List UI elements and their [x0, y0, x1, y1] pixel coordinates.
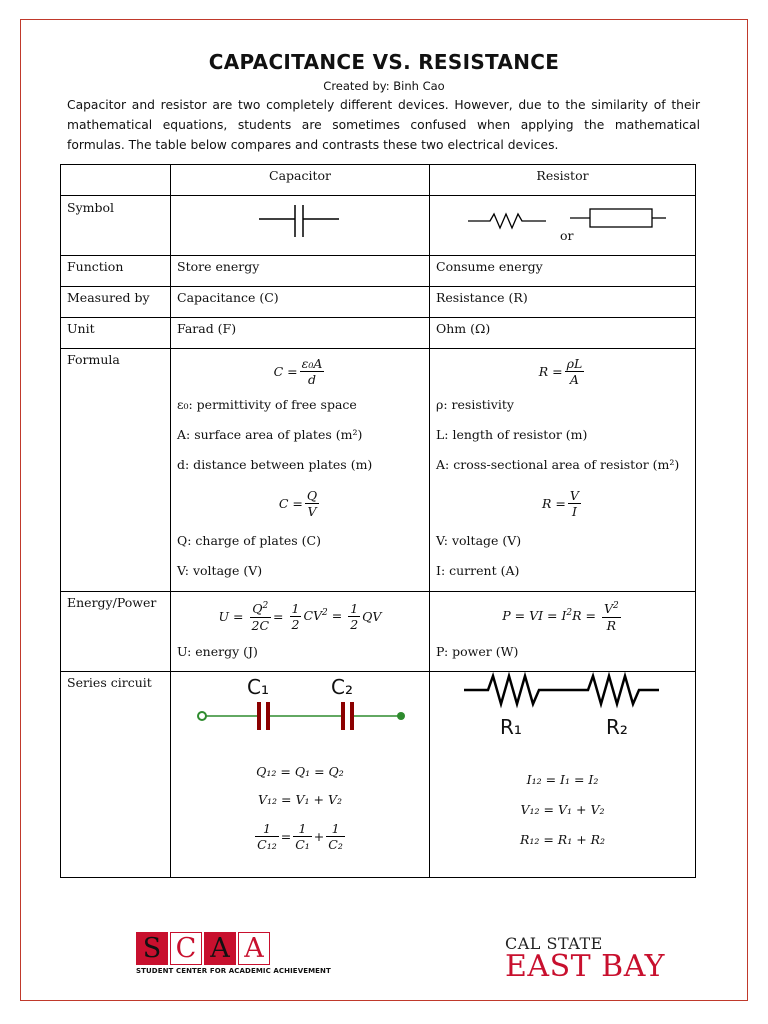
- scaa-letter-a2: A: [238, 932, 270, 965]
- capacitor-def-voltage: V: voltage (V): [177, 563, 263, 578]
- res-series-eq1: I₁₂ = I₁ = I₂: [526, 771, 599, 787]
- symbol-or: or: [560, 228, 574, 243]
- cap-series-eq3: $\frac{1}{\text{C₁₂}}$ = $\frac{1}{\text{C₁}}$ + $\frac{1}{\text{C₂}}$: [257, 820, 343, 852]
- function-capacitor: Store energy: [171, 256, 430, 287]
- csueb-top-text: CAL STATE: [505, 934, 603, 953]
- energy-label: Energy/Power: [61, 592, 171, 672]
- comparison-table: [60, 164, 696, 878]
- capacitor-energy-eq: U = $\frac{Q^2}{2C}$ = $\frac{1}{2}$ $CV^2$ = $\frac{1}{2}$ QV: [218, 600, 382, 633]
- page-title: CAPACITANCE VS. RESISTANCE: [208, 50, 560, 74]
- capacitor-symbol-cell: [171, 196, 430, 256]
- series-resistor: [430, 672, 696, 878]
- capacitor-def-charge: Q: charge of plates (C): [177, 533, 321, 548]
- c2-label: C₂: [331, 675, 353, 699]
- r1-label: R₁: [500, 715, 522, 739]
- resistor-eq1: R = $\frac{\rho L}{A}$: [538, 355, 583, 387]
- resistor-def-resistivity: ρ: resistivity: [436, 397, 514, 412]
- formula-resistor: [430, 349, 696, 592]
- capacitor-series-diagram: [171, 672, 430, 742]
- formula-capacitor: [171, 349, 430, 592]
- unit-label: Unit: [61, 318, 171, 349]
- energy-capacitor: [171, 592, 430, 672]
- resistor-power-def: P: power (W): [436, 644, 519, 659]
- formula-row: [61, 349, 696, 592]
- function-row: [61, 256, 696, 287]
- unit-row: [61, 318, 696, 349]
- formula-label: Formula: [61, 349, 171, 592]
- series-label: Series circuit: [61, 672, 171, 878]
- unit-capacitor: Farad (F): [171, 318, 430, 349]
- csueb-logo: [505, 934, 665, 984]
- author-line: Created by: Binh Cao: [323, 79, 445, 93]
- capacitor-eq1: C = $\frac{\text{ε₀A}}{d}$: [273, 355, 323, 387]
- symbol-row: [61, 196, 696, 256]
- series-capacitor: [171, 672, 430, 878]
- header-blank: [61, 165, 171, 196]
- c1-label: C₁: [247, 675, 269, 699]
- resistor-box-icon: [570, 204, 666, 234]
- resistor-zigzag-icon: [468, 206, 550, 236]
- resistor-series-diagram: [430, 672, 696, 747]
- series-row: [61, 672, 696, 878]
- resistor-power-eq: P = VI = $I^2R$ = $\frac{V^2}{R}$: [502, 601, 619, 633]
- scaa-caption: STUDENT CENTER FOR ACADEMIC ACHIEVEMENT: [136, 967, 331, 975]
- csueb-bottom-text: EAST BAY: [505, 949, 665, 984]
- resistor-def-area: A: cross-sectional area of resistor (m²): [436, 457, 680, 472]
- header-capacitor: Capacitor: [171, 165, 430, 196]
- intro-paragraph: Capacitor and resistor are two completely different devices. However, due to the similarity of their mathematical equations, students are sometimes confused when applying the mathematical formulas. The table below compares and contrasts these two electrical devices.: [67, 98, 700, 152]
- function-label: Function: [61, 256, 171, 287]
- capacitor-energy-def: U: energy (J): [177, 644, 258, 659]
- scaa-letter-a1: A: [204, 932, 236, 965]
- header-row: [61, 165, 696, 196]
- energy-row: [61, 592, 696, 672]
- header-resistor: Resistor: [430, 165, 696, 196]
- scaa-letter-s: S: [136, 932, 168, 965]
- measured-resistor: Resistance (R): [430, 287, 696, 318]
- cap-series-eq2: V₁₂ = V₁ + V₂: [258, 791, 342, 807]
- unit-resistor: Ohm (Ω): [430, 318, 696, 349]
- measured-label: Measured by: [61, 287, 171, 318]
- symbol-label: Symbol: [61, 196, 171, 256]
- cap-series-eq1: Q₁₂ = Q₁ = Q₂: [256, 763, 344, 779]
- scaa-letter-c: C: [170, 932, 202, 965]
- capacitor-def-permittivity: ε₀: permittivity of free space: [177, 397, 357, 412]
- capacitor-def-area: A: surface area of plates (m²): [177, 427, 363, 442]
- measured-row: [61, 287, 696, 318]
- res-series-eq3: R₁₂ = R₁ + R₂: [519, 831, 606, 847]
- scaa-logo: [136, 932, 331, 975]
- function-resistor: Consume energy: [430, 256, 696, 287]
- measured-capacitor: Capacitance (C): [171, 287, 430, 318]
- energy-resistor: [430, 592, 696, 672]
- resistor-def-voltage: V: voltage (V): [436, 533, 522, 548]
- res-series-eq2: V₁₂ = V₁ + V₂: [520, 801, 605, 817]
- r2-label: R₂: [606, 715, 628, 739]
- capacitor-def-distance: d: distance between plates (m): [177, 457, 373, 472]
- resistor-def-length: L: length of resistor (m): [436, 427, 588, 442]
- resistor-symbol-cell: [430, 196, 696, 256]
- resistor-def-current: I: current (A): [436, 563, 520, 578]
- resistor-eq2: R = $\frac{V}{I}$: [542, 487, 579, 519]
- capacitor-eq2: C = $\frac{Q}{V}$: [278, 487, 318, 519]
- capacitor-symbol-icon: [255, 199, 345, 249]
